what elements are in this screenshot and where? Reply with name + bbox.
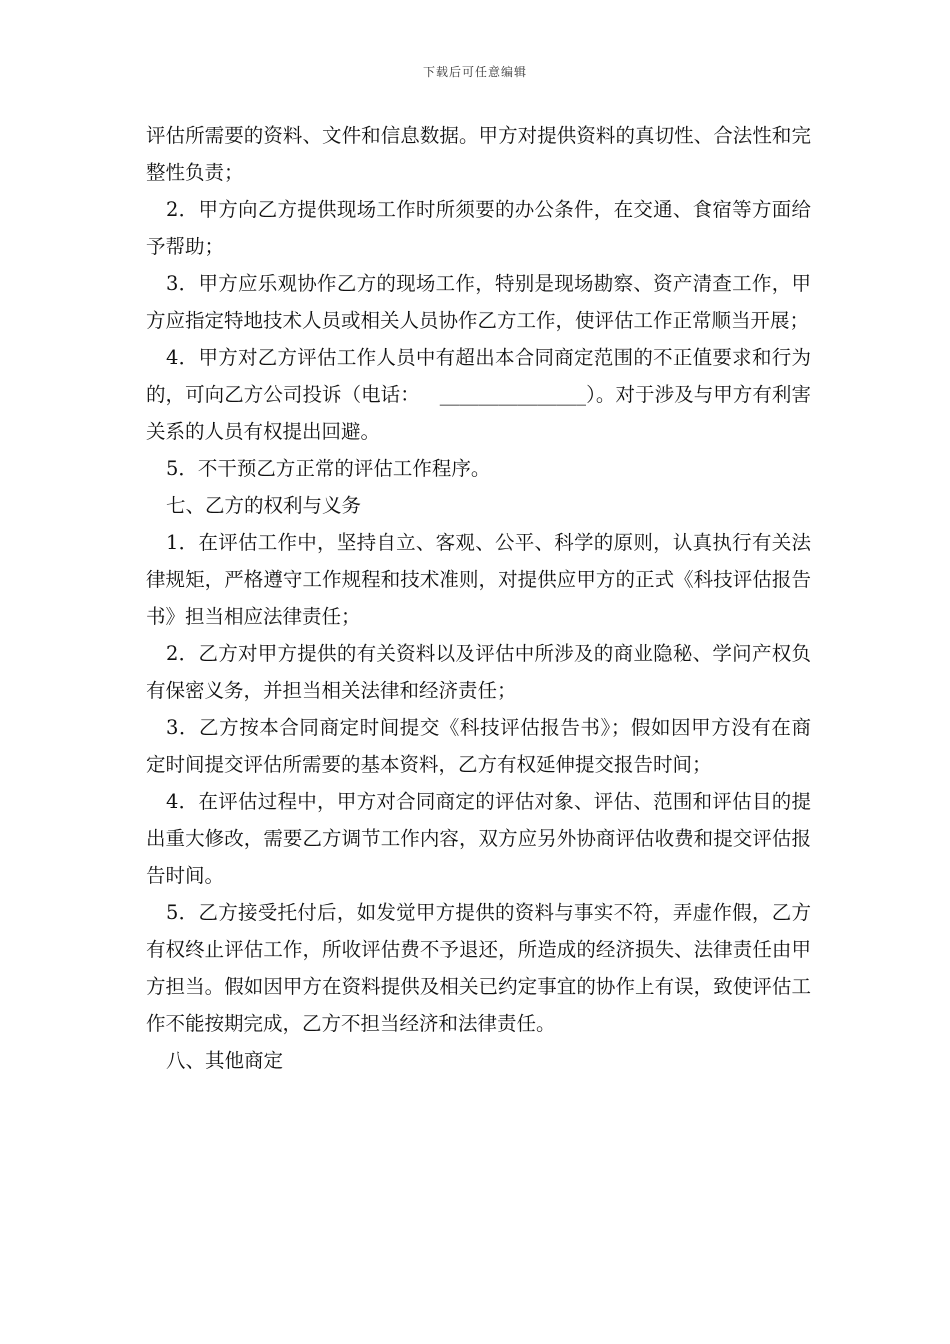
section-heading-8: 八、其他商定	[166, 1049, 284, 1072]
clause-5-no-interference: 5．不干预乙方正常的评估工作程序。	[166, 457, 491, 480]
paragraph-continuation: 评估所需要的资料、文件和信息数据。甲方对提供资料的真切性、合法性和完整性负责；	[146, 124, 811, 184]
clause-4-modification: 4．在评估过程中，甲方对合同商定的评估对象、评估、范围和评估目的提出重大修改，需要乙方调节工作内容，双方应另外协商评估收费和提交评估报告时间。	[146, 790, 811, 887]
section-heading-7: 七、乙方的权利与义务	[166, 494, 362, 517]
clause-5-termination: 5．乙方接受托付后，如发觉甲方提供的资料与事实不符，弄虚作假，乙方有权终止评估工作，所收评估费不予退还，所造成的经济损失、法律责任由甲方担当。假如因甲方在资料提供及相关已约定事宜的协作上有误，致使评估工作不能按期完成，乙方不担当经济和法律责任。	[146, 901, 811, 1035]
clause-3-site-cooperation: 3．甲方应乐观协作乙方的现场工作，特别是现场勘察、资产清查工作，甲方应指定特地技术人员或相关人员协作乙方工作，使评估工作正常顺当开展；	[146, 272, 811, 332]
phone-blank-line: _______________	[439, 383, 587, 406]
document-body	[146, 117, 811, 1079]
clause-2-confidentiality: 2．乙方对甲方提供的有关资料以及评估中所涉及的商业隐秘、学问产权负有保密义务，并担当相关法律和经济责任；	[146, 642, 811, 702]
clause-4-text-after: ）。对于涉及与甲方有利害关系的人员有权提出回避。	[146, 383, 811, 443]
clause-1-principles: 1．在评估工作中，坚持自立、客观、公平、科学的原则，认真执行有关法律规矩，严格遵守工作规程和技术准则，对提供应甲方的正式《科技评估报告书》担当相应法律责任；	[146, 531, 811, 628]
clause-2-office-conditions: 2．甲方向乙方提供现场工作时所须要的办公条件，在交通、食宿等方面给予帮助；	[146, 198, 811, 258]
clause-4-complaint	[146, 339, 811, 450]
page-header: 下载后可任意编辑	[422, 65, 527, 79]
clause-3-report-submission: 3．乙方按本合同商定时间提交《科技评估报告书》；假如因甲方没有在商定时间提交评估所需要的基本资料，乙方有权延伸提交报告时间；	[146, 716, 811, 776]
clause-4-text-before: 4．甲方对乙方评估工作人员中有超出本合同商定范围的不正值要求和行为的，可向乙方公司投诉（电话：	[146, 346, 811, 406]
